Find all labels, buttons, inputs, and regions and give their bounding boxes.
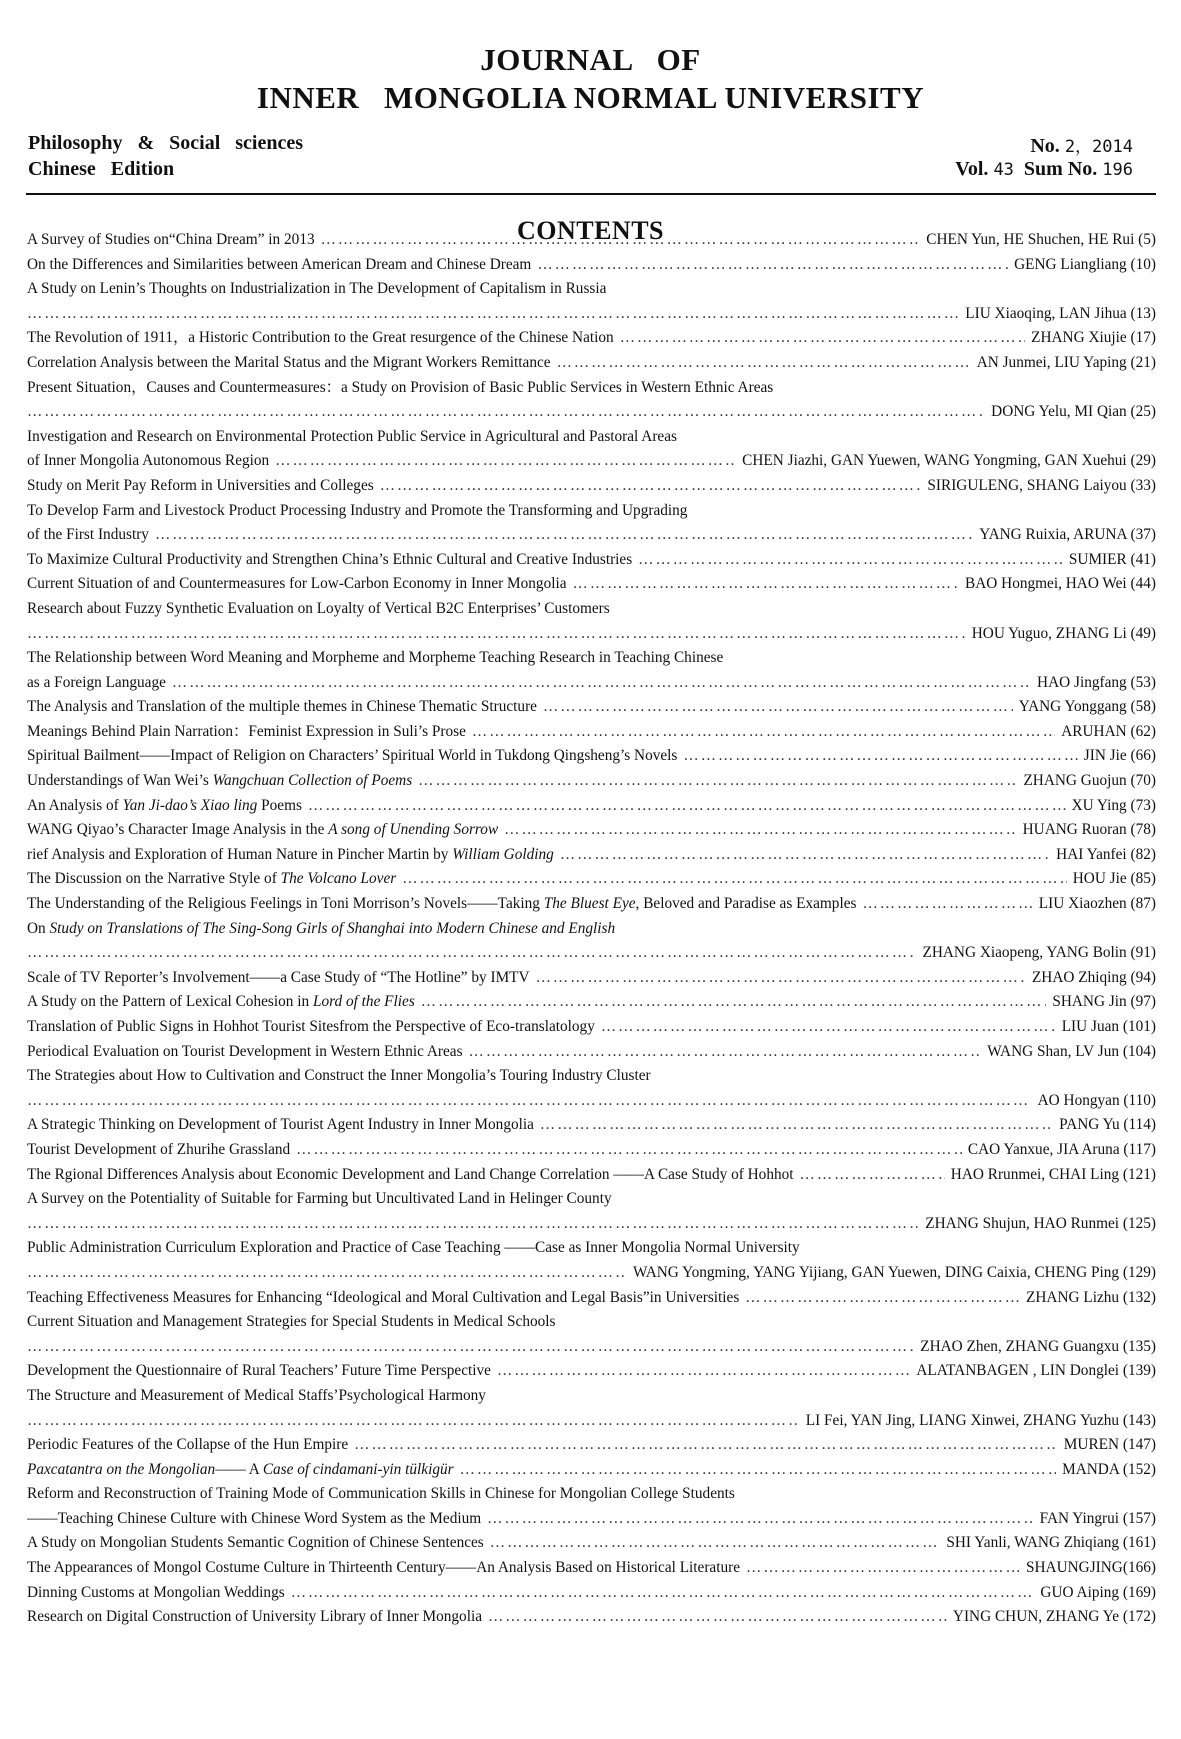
dot-leader xyxy=(800,1163,945,1188)
dot-leader xyxy=(418,769,1017,794)
toc-entry-line xyxy=(27,400,1156,425)
article-title: Periodical Evaluation on Tourist Development in Western Ethnic Areas xyxy=(27,1042,463,1060)
author-page: ZHAO Zhen, ZHANG Guangxu (135) xyxy=(920,1337,1156,1355)
toc-entry-line xyxy=(27,523,1156,548)
toc-entry-line xyxy=(27,1015,1156,1040)
author-page: HOU Jie (85) xyxy=(1072,870,1156,888)
dot-leader xyxy=(557,351,971,376)
dot-leader xyxy=(537,253,1008,278)
author-page: MANDA (152) xyxy=(1062,1460,1156,1478)
toc-entry-line xyxy=(27,1113,1156,1138)
article-title: of the First Industry xyxy=(27,526,149,544)
article-title: To Develop Farm and Livestock Product Processing Industry and Promote the Transforming and Upgrading xyxy=(27,501,688,519)
journal-title-line1: JOURNAL OF xyxy=(480,42,701,77)
dot-leader xyxy=(402,867,1067,892)
author-page: ZHANG Shujun, HAO Runmei (125) xyxy=(925,1214,1156,1232)
toc-entry-line xyxy=(27,425,1156,450)
article-title: Paxcatantra on the Mongolian—— A Case of cindamani-yin tülkigür xyxy=(27,1460,454,1478)
author-page: ZHANG Guojun (70) xyxy=(1023,772,1156,790)
article-title: A Strategic Thinking on Development of Tourist Agent Industry in Inner Mongolia xyxy=(27,1116,534,1134)
article-title: A Study on the Pattern of Lexical Cohesion in Lord of the Flies xyxy=(27,993,415,1011)
author-page: ZHANG Xiujie (17) xyxy=(1031,329,1156,347)
author-page: YANG Ruixia, ARUNA (37) xyxy=(979,526,1156,544)
dot-leader xyxy=(746,1556,1020,1581)
toc-entry-line xyxy=(27,843,1156,868)
author-page: GUO Aiping (169) xyxy=(1040,1583,1156,1601)
edition-sub: Chinese Edition xyxy=(28,158,175,180)
article-title: Translation of Public Signs in Hohhot Tourist Sitesfrom the Perspective of Eco-translatology xyxy=(27,1018,595,1035)
toc-entry-line xyxy=(27,1040,1156,1065)
toc-entry-line xyxy=(27,941,1156,966)
article-title: Current Situation of and Countermeasures for Low-Carbon Economy in Inner Mongolia xyxy=(27,575,567,593)
toc-entry-line xyxy=(27,1236,1156,1261)
article-title: of Inner Mongolia Autonomous Region xyxy=(27,452,270,470)
toc-entry-line xyxy=(27,572,1156,597)
toc-entry-line xyxy=(27,302,1156,327)
article-title: On the Differences and Similarities between American Dream and Chinese Dream xyxy=(27,255,532,273)
article-title: The Understanding of the Religious Feelings in Toni Morrison’s Novels——Taking The Bluest Eye, Beloved and Paradise as Examples xyxy=(27,895,857,913)
dot-leader xyxy=(862,892,1032,917)
dot-leader xyxy=(27,1212,919,1237)
author-page: SHI Yanli, WANG Zhiqiang (161) xyxy=(946,1534,1156,1552)
author-page: ZHAO Zhiqing (94) xyxy=(1031,968,1156,986)
toc-entry-line xyxy=(27,646,1156,671)
author-page: FAN Yingrui (157) xyxy=(1039,1509,1156,1527)
author-page: HAO Rrunmei, CHAI Ling (121) xyxy=(950,1165,1156,1183)
dot-leader xyxy=(488,1605,947,1630)
dot-leader xyxy=(745,1286,1020,1311)
article-title: Research on Digital Construction of University Library of Inner Mongolia xyxy=(27,1608,482,1626)
dot-leader xyxy=(683,744,1077,769)
toc-entry-line xyxy=(27,1187,1156,1212)
toc-entry-line xyxy=(27,744,1156,769)
article-title: Present Situation，Causes and Countermeasures：a Study on Provision of Basic Public Services in Western Ethnic Areas xyxy=(27,378,774,396)
dot-leader xyxy=(27,1089,1032,1114)
toc-entry-line xyxy=(27,867,1156,892)
dot-leader xyxy=(638,548,1063,573)
article-title: Public Administration Curriculum Exploration and Practice of Case Teaching ——Case as Inner Mongolia Normal University xyxy=(27,1239,800,1257)
dot-leader xyxy=(560,843,1050,868)
article-title: Study on Merit Pay Reform in Universities and Colleges xyxy=(27,476,374,494)
toc-entry-line xyxy=(27,966,1156,991)
toc-entry-line xyxy=(27,449,1156,474)
journal-title-line2: INNER MONGOLIA NORMAL UNIVERSITY xyxy=(256,80,925,115)
toc-entry-line xyxy=(27,1409,1156,1434)
dot-leader xyxy=(155,523,973,548)
toc-entry-line xyxy=(27,990,1156,1015)
author-page: GENG Liangliang (10) xyxy=(1014,255,1156,273)
table-of-contents xyxy=(27,228,1156,1630)
dot-leader xyxy=(472,720,1055,745)
author-page: CHEN Yun, HE Shuchen, HE Rui (5) xyxy=(926,231,1156,248)
dot-leader xyxy=(296,1138,962,1163)
article-title: Tourist Development of Zhurihe Grassland xyxy=(27,1140,291,1158)
author-page: SHAUNGJING(166) xyxy=(1025,1559,1156,1577)
toc-entry-line xyxy=(27,1433,1156,1458)
author-page: SUMIER (41) xyxy=(1068,550,1156,568)
article-title: The Analysis and Translation of the multiple themes in Chinese Thematic Structure xyxy=(27,698,537,716)
author-page: HOU Yuguo, ZHANG Li (49) xyxy=(971,624,1156,642)
author-page: SIRIGULENG, SHANG Laiyou (33) xyxy=(927,476,1156,494)
author-page: ZHANG Lizhu (132) xyxy=(1026,1288,1156,1306)
toc-entry-line xyxy=(27,1359,1156,1384)
author-page: LIU Juan (101) xyxy=(1061,1018,1156,1035)
dot-leader xyxy=(504,818,1016,843)
article-title: rief Analysis and Exploration of Human Nature in Pincher Martin by William Golding xyxy=(27,845,554,863)
article-title: The Discussion on the Narrative Style of The Volcano Lover xyxy=(27,870,397,888)
author-page: JIN Jie (66) xyxy=(1083,747,1156,765)
dot-leader xyxy=(460,1458,1057,1483)
toc-entry-line xyxy=(27,1212,1156,1237)
dot-leader xyxy=(620,326,1025,351)
article-title: Scale of TV Reporter’s Involvement——a Case Study of “The Hotline” by IMTV xyxy=(27,968,530,986)
toc-entry-line xyxy=(27,253,1156,278)
article-title: Spiritual Bailment——Impact of Religion on Characters’ Spiritual World in Tukdong Qingsheng’s Novels xyxy=(27,747,678,765)
author-page: LI Fei, YAN Jing, LIANG Xinwei, ZHANG Yuzhu (143) xyxy=(805,1411,1156,1429)
toc-entry-line xyxy=(27,1286,1156,1311)
dot-leader xyxy=(172,671,1031,696)
article-title: A Survey on the Potentiality of Suitable for Farming but Uncultivated Land in Helinger County xyxy=(27,1190,612,1208)
author-page: ALATANBAGEN , LIN Donglei (139) xyxy=(916,1362,1156,1380)
toc-entry-line xyxy=(27,1605,1156,1630)
dot-leader xyxy=(573,572,960,597)
author-page: CAO Yanxue, JIA Aruna (117) xyxy=(967,1140,1156,1158)
toc-entry-line xyxy=(27,326,1156,351)
dot-leader xyxy=(27,1261,627,1286)
toc-entry-line xyxy=(27,1507,1156,1532)
toc-entry-line xyxy=(27,1163,1156,1188)
toc-entry-line xyxy=(27,818,1156,843)
dot-leader xyxy=(27,400,985,425)
edition-label: Philosophy & Social sciences xyxy=(28,132,304,154)
article-title: The Strategies about How to Cultivation and Construct the Inner Mongolia’s Touring Industry Cluster xyxy=(27,1067,651,1085)
dot-leader xyxy=(469,1040,982,1065)
dot-leader xyxy=(380,474,922,499)
article-title: Periodic Features of the Collapse of the Hun Empire xyxy=(27,1436,349,1454)
author-page: ARUHAN (62) xyxy=(1061,722,1156,740)
dot-leader xyxy=(291,1581,1035,1606)
author-page: LIU Xiaozhen (87) xyxy=(1038,895,1156,913)
toc-entry-line xyxy=(27,917,1156,942)
author-page: YANG Yonggang (58) xyxy=(1018,698,1156,716)
dot-leader xyxy=(543,695,1013,720)
author-page: XU Ying (73) xyxy=(1071,796,1156,814)
author-page: ZHANG Xiaopeng, YANG Bolin (91) xyxy=(922,944,1156,962)
article-title: The Structure and Measurement of Medical Staffs’Psychological Harmony xyxy=(27,1386,486,1404)
volume-info: Vol. 43 Sum No. 196 xyxy=(955,158,1133,180)
dot-leader xyxy=(497,1359,910,1384)
article-title: An Analysis of Yan Ji-dao’s Xiao ling Poems xyxy=(27,796,302,814)
article-title: On Study on Translations of The Sing-Song Girls of Shanghai into Modern Chinese and English xyxy=(27,919,616,937)
article-title: Dinning Customs at Mongolian Weddings xyxy=(27,1583,285,1601)
author-page: PANG Yu (114) xyxy=(1059,1116,1156,1134)
toc-entry-line xyxy=(27,695,1156,720)
toc-entry-line xyxy=(27,1458,1156,1483)
dot-leader xyxy=(27,302,959,327)
toc-entry-line xyxy=(27,1310,1156,1335)
article-title: The Rgional Differences Analysis about Economic Development and Land Change Correlation ——A Case Study of Hohhot xyxy=(27,1165,794,1183)
author-page: SHANG Jin (97) xyxy=(1052,993,1156,1011)
article-title: Current Situation and Management Strategies for Special Students in Medical Schools xyxy=(27,1313,556,1331)
toc-entry-line xyxy=(27,1335,1156,1360)
article-title: To Maximize Cultural Productivity and Strengthen China’s Ethnic Cultural and Creative Industries xyxy=(27,550,633,568)
toc-entry-line xyxy=(27,1531,1156,1556)
toc-entry-line xyxy=(27,769,1156,794)
toc-entry-line xyxy=(27,1482,1156,1507)
toc-entry-line xyxy=(27,1064,1156,1089)
article-title: Development the Questionnaire of Rural Teachers’ Future Time Perspective xyxy=(27,1362,491,1380)
author-page: HUANG Ruoran (78) xyxy=(1022,821,1156,839)
article-title: Investigation and Research on Environmental Protection Public Service in Agricultural and Pastoral Areas xyxy=(27,427,677,445)
toc-entry-line xyxy=(27,1581,1156,1606)
dot-leader xyxy=(27,1335,914,1360)
toc-entry-line xyxy=(27,1261,1156,1286)
toc-entry-line xyxy=(27,794,1156,819)
toc-entry-line xyxy=(27,1556,1156,1581)
article-title: A Study on Mongolian Students Semantic Cognition of Chinese Sentences xyxy=(27,1534,484,1552)
toc-entry-line xyxy=(27,892,1156,917)
article-title: Reform and Reconstruction of Training Mode of Communication Skills in Chinese for Mongolian College Students xyxy=(27,1485,735,1503)
dot-leader xyxy=(487,1507,1033,1532)
author-page: LIU Xiaoqing, LAN Jihua (13) xyxy=(965,304,1156,322)
article-title: Research about Fuzzy Synthetic Evaluation on Loyalty of Vertical B2C Enterprises’ Customers xyxy=(27,599,610,617)
author-page: MUREN (147) xyxy=(1063,1436,1156,1454)
article-title: Correlation Analysis between the Marital Status and the Migrant Workers Remittance xyxy=(27,353,551,371)
dot-leader xyxy=(540,1113,1053,1138)
toc-entry-line xyxy=(27,622,1156,647)
author-page: YING CHUN, ZHANG Ye (172) xyxy=(952,1608,1156,1626)
article-title: A Study on Lenin’s Thoughts on Industrialization in The Development of Capitalism in Russia xyxy=(27,280,607,298)
author-page: AO Hongyan (110) xyxy=(1037,1091,1156,1109)
author-page: CHEN Jiazhi, GAN Yuewen, WANG Yongming, GAN Xuehui (29) xyxy=(742,452,1156,470)
dot-leader xyxy=(275,449,736,474)
toc-entry-line xyxy=(27,1384,1156,1409)
author-page: DONG Yelu, MI Qian (25) xyxy=(991,403,1156,421)
dot-leader xyxy=(27,1409,800,1434)
article-title: as a Foreign Language xyxy=(27,673,166,691)
article-title: The Revolution of 1911，a Historic Contribution to the Great resurgence of the Chinese Nation xyxy=(27,329,614,347)
dot-leader xyxy=(490,1531,941,1556)
article-title: Meanings Behind Plain Narration：Feminist Expression in Suli’s Prose xyxy=(27,722,466,740)
toc-entry-line xyxy=(27,548,1156,573)
toc-entry-line xyxy=(27,277,1156,302)
author-page: HAO Jingfang (53) xyxy=(1037,673,1156,691)
author-page: BAO Hongmei, HAO Wei (44) xyxy=(965,575,1156,593)
toc-entry-line xyxy=(27,597,1156,622)
dot-leader xyxy=(308,794,1066,819)
article-title: A Survey of Studies on“China Dream” in 2013 xyxy=(27,231,315,248)
article-title: ——Teaching Chinese Culture with Chinese Word System as the Medium xyxy=(27,1509,482,1527)
toc-entry-line xyxy=(27,1089,1156,1114)
author-page: AN Junmei, LIU Yaping (21) xyxy=(976,353,1156,371)
dot-leader xyxy=(601,1015,1056,1040)
toc-entry-line xyxy=(27,720,1156,745)
author-page: WANG Yongming, YANG Yijiang, GAN Yuewen, DING Caixia, CHENG Ping (129) xyxy=(632,1263,1156,1281)
dot-leader xyxy=(27,622,966,647)
dot-leader xyxy=(354,1433,1058,1458)
author-page: HAI Yanfei (82) xyxy=(1056,845,1156,863)
article-title: WANG Qiyao’s Character Image Analysis in the A song of Unending Sorrow xyxy=(27,821,499,839)
toc-entry-line xyxy=(27,1138,1156,1163)
author-page: WANG Shan, LV Jun (104) xyxy=(987,1042,1156,1060)
dot-leader xyxy=(421,990,1047,1015)
article-title: The Relationship between Word Meaning and Morpheme and Morpheme Teaching Research in Teaching Chinese xyxy=(27,649,724,667)
toc-entry-line xyxy=(27,376,1156,401)
article-title: The Appearances of Mongol Costume Culture in Thirteenth Century——An Analysis Based on Historical Literature xyxy=(27,1559,741,1577)
issue-number: No. 2，2014 xyxy=(1030,135,1133,157)
toc-entry-line xyxy=(27,671,1156,696)
dot-leader xyxy=(27,941,916,966)
contents-title: CONTENTS xyxy=(516,216,665,245)
header-rule xyxy=(26,193,1156,195)
toc-entry-line xyxy=(27,351,1156,376)
article-title: Understandings of Wan Wei’s Wangchuan Collection of Poems xyxy=(27,772,413,790)
toc-entry-line xyxy=(27,474,1156,499)
dot-leader xyxy=(536,966,1026,991)
toc-entry-line xyxy=(27,499,1156,524)
article-title: Teaching Effectiveness Measures for Enhancing “Ideological and Moral Cultivation and Legal Basis”in Universities xyxy=(27,1288,740,1306)
